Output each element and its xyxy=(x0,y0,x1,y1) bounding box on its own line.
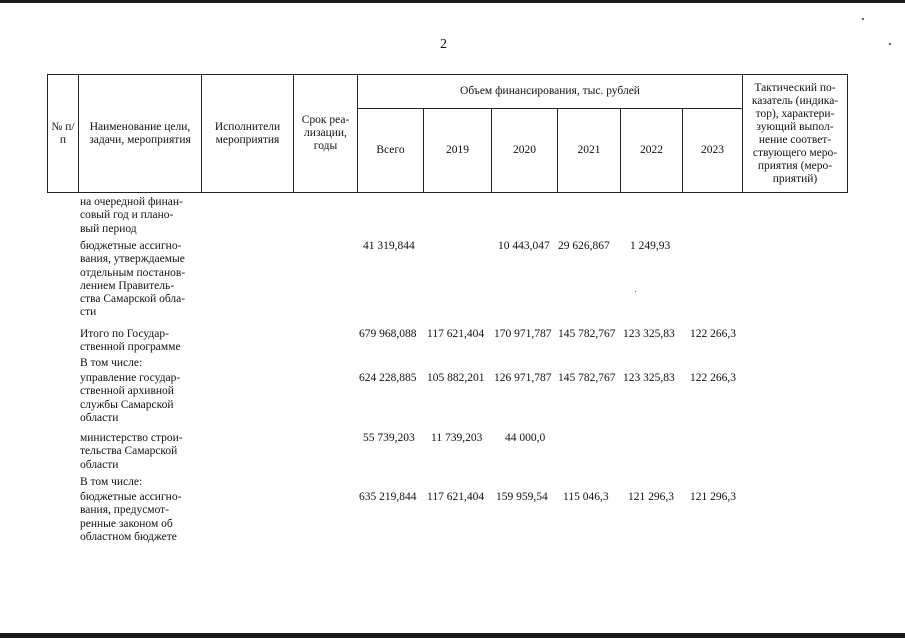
cell-2019: 117 621,404 xyxy=(427,491,485,503)
desc-line: ственной программе xyxy=(80,341,181,354)
desc-line: тельства Самарской xyxy=(80,445,178,458)
desc-line: области xyxy=(80,411,119,424)
row-description xyxy=(80,328,198,355)
header-year: 2019 xyxy=(424,109,492,193)
desc-line: вый период xyxy=(80,222,137,235)
cell-2023: 122 266,3 xyxy=(690,372,736,384)
header-indicator: Тактический по-казатель (индика-тор), характери-зующий выпол-нение соответ-ствующего меро-приятия (меро-приятий) xyxy=(743,75,848,193)
cell-total: 41 319,844 xyxy=(363,240,415,252)
desc-line: В том числе: xyxy=(80,357,143,369)
desc-line: ства Самарской обла- xyxy=(80,293,186,306)
cell-2021: 29 626,867 xyxy=(558,240,610,252)
cell-total: 635 219,844 xyxy=(359,491,417,503)
header-executors: Исполнители мероприятия xyxy=(202,75,294,193)
header-year: 2023 xyxy=(683,109,743,193)
cell-2020: 126 971,787 xyxy=(494,372,552,384)
row-description xyxy=(80,432,198,472)
row-description xyxy=(80,240,198,320)
header-financing: Объем финансирования, тыс. рублей xyxy=(358,75,743,109)
cell-2022: 123 325,83 xyxy=(623,372,675,384)
cell-2021: 115 046,3 xyxy=(563,491,609,503)
desc-line: области xyxy=(80,458,119,471)
row-description xyxy=(80,196,198,236)
cell-2019: 117 621,404 xyxy=(427,328,485,340)
header-year: 2022 xyxy=(621,109,683,193)
cell-total: 55 739,203 xyxy=(363,432,415,444)
cell-2019: 105 882,201 xyxy=(427,372,485,384)
header-year: 2021 xyxy=(558,109,621,193)
cell-2020: 10 443,047 xyxy=(498,240,550,252)
cell-2020: 170 971,787 xyxy=(494,328,552,340)
desc-line: Итого по Государ- xyxy=(80,328,169,340)
cell-2020: 159 959,54 xyxy=(496,491,548,503)
desc-line: отдельным постанов- xyxy=(80,266,186,279)
desc-line: вания, предусмот- xyxy=(80,504,170,517)
cell-2021: 145 782,767 xyxy=(558,328,616,340)
desc-line: В том числе: xyxy=(80,476,143,488)
header-name: Наименование цели, задачи, мероприятия xyxy=(79,75,202,193)
row-description xyxy=(80,372,198,425)
desc-line: министерство строи- xyxy=(80,432,183,444)
cell-2023: 122 266,3 xyxy=(690,328,736,340)
desc-line: бюджетные ассигно- xyxy=(80,240,182,252)
header-term: Срок реа-лизации, годы xyxy=(294,75,358,193)
desc-line: совый год и плано- xyxy=(80,209,174,222)
cell-2019: 11 739,203 xyxy=(431,432,483,444)
cell-2020: 44 000,0 xyxy=(505,432,546,444)
header-total: Всего xyxy=(358,109,424,193)
row-description xyxy=(80,357,198,370)
cell-2022: 1 249,93 xyxy=(630,240,671,252)
cell-2022: 123 325,83 xyxy=(623,328,675,340)
desc-line: на очередной финан- xyxy=(80,196,183,208)
cell-total: 624 228,885 xyxy=(359,372,417,384)
cell-total: 679 968,088 xyxy=(359,328,417,340)
row-description xyxy=(80,476,198,489)
desc-line: областном бюджете xyxy=(80,530,177,543)
desc-line: службы Самарской xyxy=(80,398,174,411)
page-number: 2 xyxy=(440,37,447,52)
desc-line: ренные законом об xyxy=(80,517,173,530)
desc-line: управление государ- xyxy=(80,372,181,384)
desc-line: ственной архивной xyxy=(80,385,174,398)
cell-2022: 121 296,3 xyxy=(628,491,674,503)
header-num: № п/п xyxy=(48,75,79,193)
header-year: 2020 xyxy=(492,109,558,193)
desc-line: бюджетные ассигно- xyxy=(80,491,182,503)
desc-line: лением Правитель- xyxy=(80,279,175,292)
row-description xyxy=(80,491,198,544)
desc-line: вания, утверждаемые xyxy=(80,253,185,266)
cell-2023: 121 296,3 xyxy=(690,491,736,503)
desc-line: сти xyxy=(80,306,97,319)
cell-2021: 145 782,767 xyxy=(558,372,616,384)
